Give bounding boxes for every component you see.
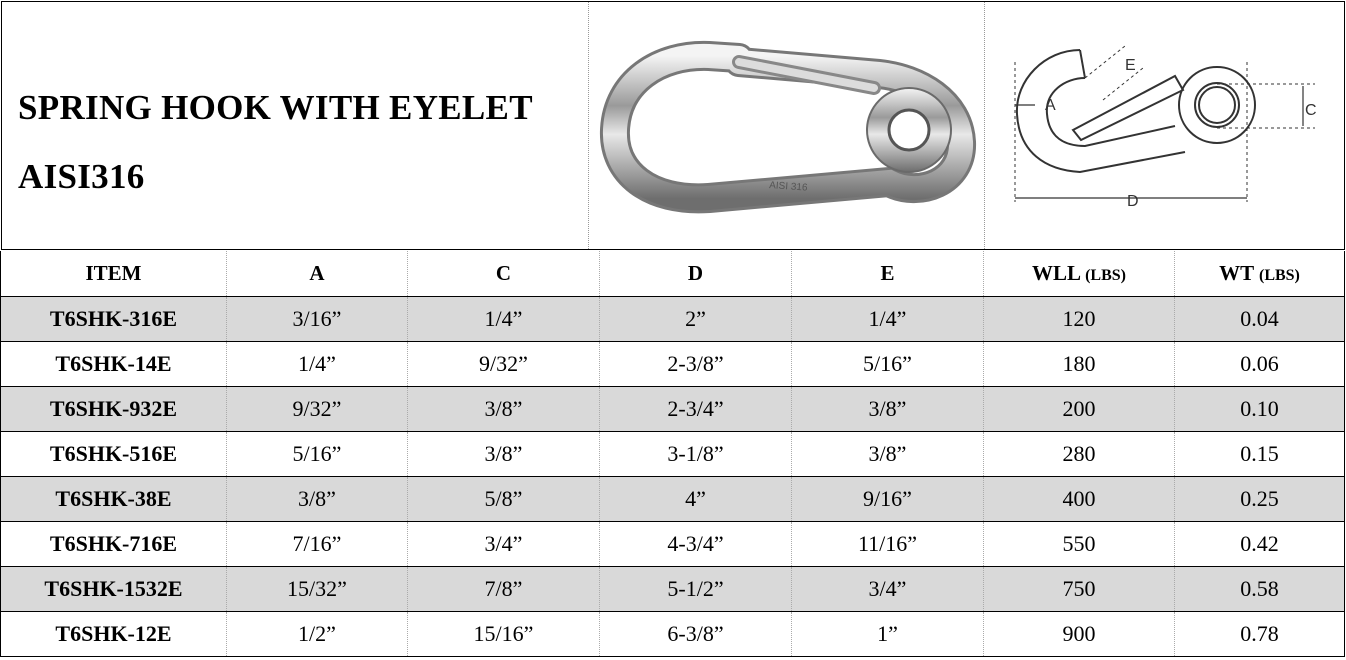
cell-d: 4-3/4” (600, 522, 792, 567)
cell-wll: 900 (984, 612, 1175, 657)
cell-item: T6SHK-12E (1, 612, 227, 657)
dim-label-d: D (1127, 193, 1139, 210)
cell-item: T6SHK-14E (1, 342, 227, 387)
cell-wll: 550 (984, 522, 1175, 567)
cell-e: 11/16” (792, 522, 984, 567)
cell-c: 1/4” (408, 297, 600, 342)
cell-d: 6-3/8” (600, 612, 792, 657)
product-title: SPRING HOOK WITH EYELET (18, 88, 533, 127)
header-panel (1, 1, 1345, 250)
table-row (1, 522, 1345, 567)
table-row (1, 297, 1345, 342)
col-header-d: D (600, 251, 792, 297)
cell-wll: 120 (984, 297, 1175, 342)
cell-c: 3/4” (408, 522, 600, 567)
cell-d: 2” (600, 297, 792, 342)
cell-wt: 0.42 (1175, 522, 1345, 567)
cell-wt: 0.78 (1175, 612, 1345, 657)
cell-wll: 200 (984, 387, 1175, 432)
dimension-diagram (985, 2, 1344, 249)
cell-c: 7/8” (408, 567, 600, 612)
cell-wt: 0.06 (1175, 342, 1345, 387)
cell-a: 1/2” (227, 612, 408, 657)
cell-e: 5/16” (792, 342, 984, 387)
cell-wll: 750 (984, 567, 1175, 612)
cell-e: 3/8” (792, 432, 984, 477)
cell-e: 1/4” (792, 297, 984, 342)
cell-c: 15/16” (408, 612, 600, 657)
table-row (1, 387, 1345, 432)
cell-e: 3/8” (792, 387, 984, 432)
cell-a: 1/4” (227, 342, 408, 387)
cell-e: 1” (792, 612, 984, 657)
cell-item: T6SHK-316E (1, 297, 227, 342)
cell-d: 5-1/2” (600, 567, 792, 612)
table-row (1, 432, 1345, 477)
cell-item: T6SHK-516E (1, 432, 227, 477)
cell-wt: 0.25 (1175, 477, 1345, 522)
cell-wll: 400 (984, 477, 1175, 522)
cell-a: 15/32” (227, 567, 408, 612)
cell-a: 3/8” (227, 477, 408, 522)
col-header-wll: WLL (LBS) (984, 251, 1175, 297)
cell-wll: 280 (984, 432, 1175, 477)
table-row (1, 342, 1345, 387)
cell-e: 3/4” (792, 567, 984, 612)
dim-label-c: C (1305, 102, 1317, 119)
col-header-item: ITEM (1, 251, 227, 297)
col-header-c: C (408, 251, 600, 297)
table-row (1, 477, 1345, 522)
material-grade: AISI316 (18, 157, 145, 196)
hook-dimension-drawing (985, 2, 1344, 249)
table-row (1, 612, 1345, 657)
cell-c: 3/8” (408, 387, 600, 432)
cell-item: T6SHK-38E (1, 477, 227, 522)
cell-item: T6SHK-716E (1, 522, 227, 567)
cell-d: 2-3/4” (600, 387, 792, 432)
cell-c: 3/8” (408, 432, 600, 477)
cell-c: 9/32” (408, 342, 600, 387)
cell-e: 9/16” (792, 477, 984, 522)
cell-d: 2-3/8” (600, 342, 792, 387)
col-header-a: A (227, 251, 408, 297)
cell-wll: 180 (984, 342, 1175, 387)
cell-d: 4” (600, 477, 792, 522)
product-photo (588, 2, 985, 249)
cell-a: 3/16” (227, 297, 408, 342)
cell-a: 9/32” (227, 387, 408, 432)
cell-item: T6SHK-1532E (1, 567, 227, 612)
cell-a: 5/16” (227, 432, 408, 477)
col-header-e: E (792, 251, 984, 297)
title-area (2, 2, 588, 249)
table-row (1, 567, 1345, 612)
cell-wt: 0.04 (1175, 297, 1345, 342)
spring-hook-photo (589, 2, 984, 249)
cell-c: 5/8” (408, 477, 600, 522)
cell-wt: 0.10 (1175, 387, 1345, 432)
cell-wt: 0.15 (1175, 432, 1345, 477)
cell-a: 7/16” (227, 522, 408, 567)
cell-item: T6SHK-932E (1, 387, 227, 432)
spec-table (0, 251, 1345, 657)
dim-label-a: A (1045, 97, 1056, 114)
col-header-wt: WT (LBS) (1175, 251, 1345, 297)
cell-d: 3-1/8” (600, 432, 792, 477)
photo-stamp-text: AISI 316 (768, 180, 808, 194)
table-header-row (1, 251, 1345, 297)
cell-wt: 0.58 (1175, 567, 1345, 612)
dim-label-e: E (1125, 57, 1136, 74)
